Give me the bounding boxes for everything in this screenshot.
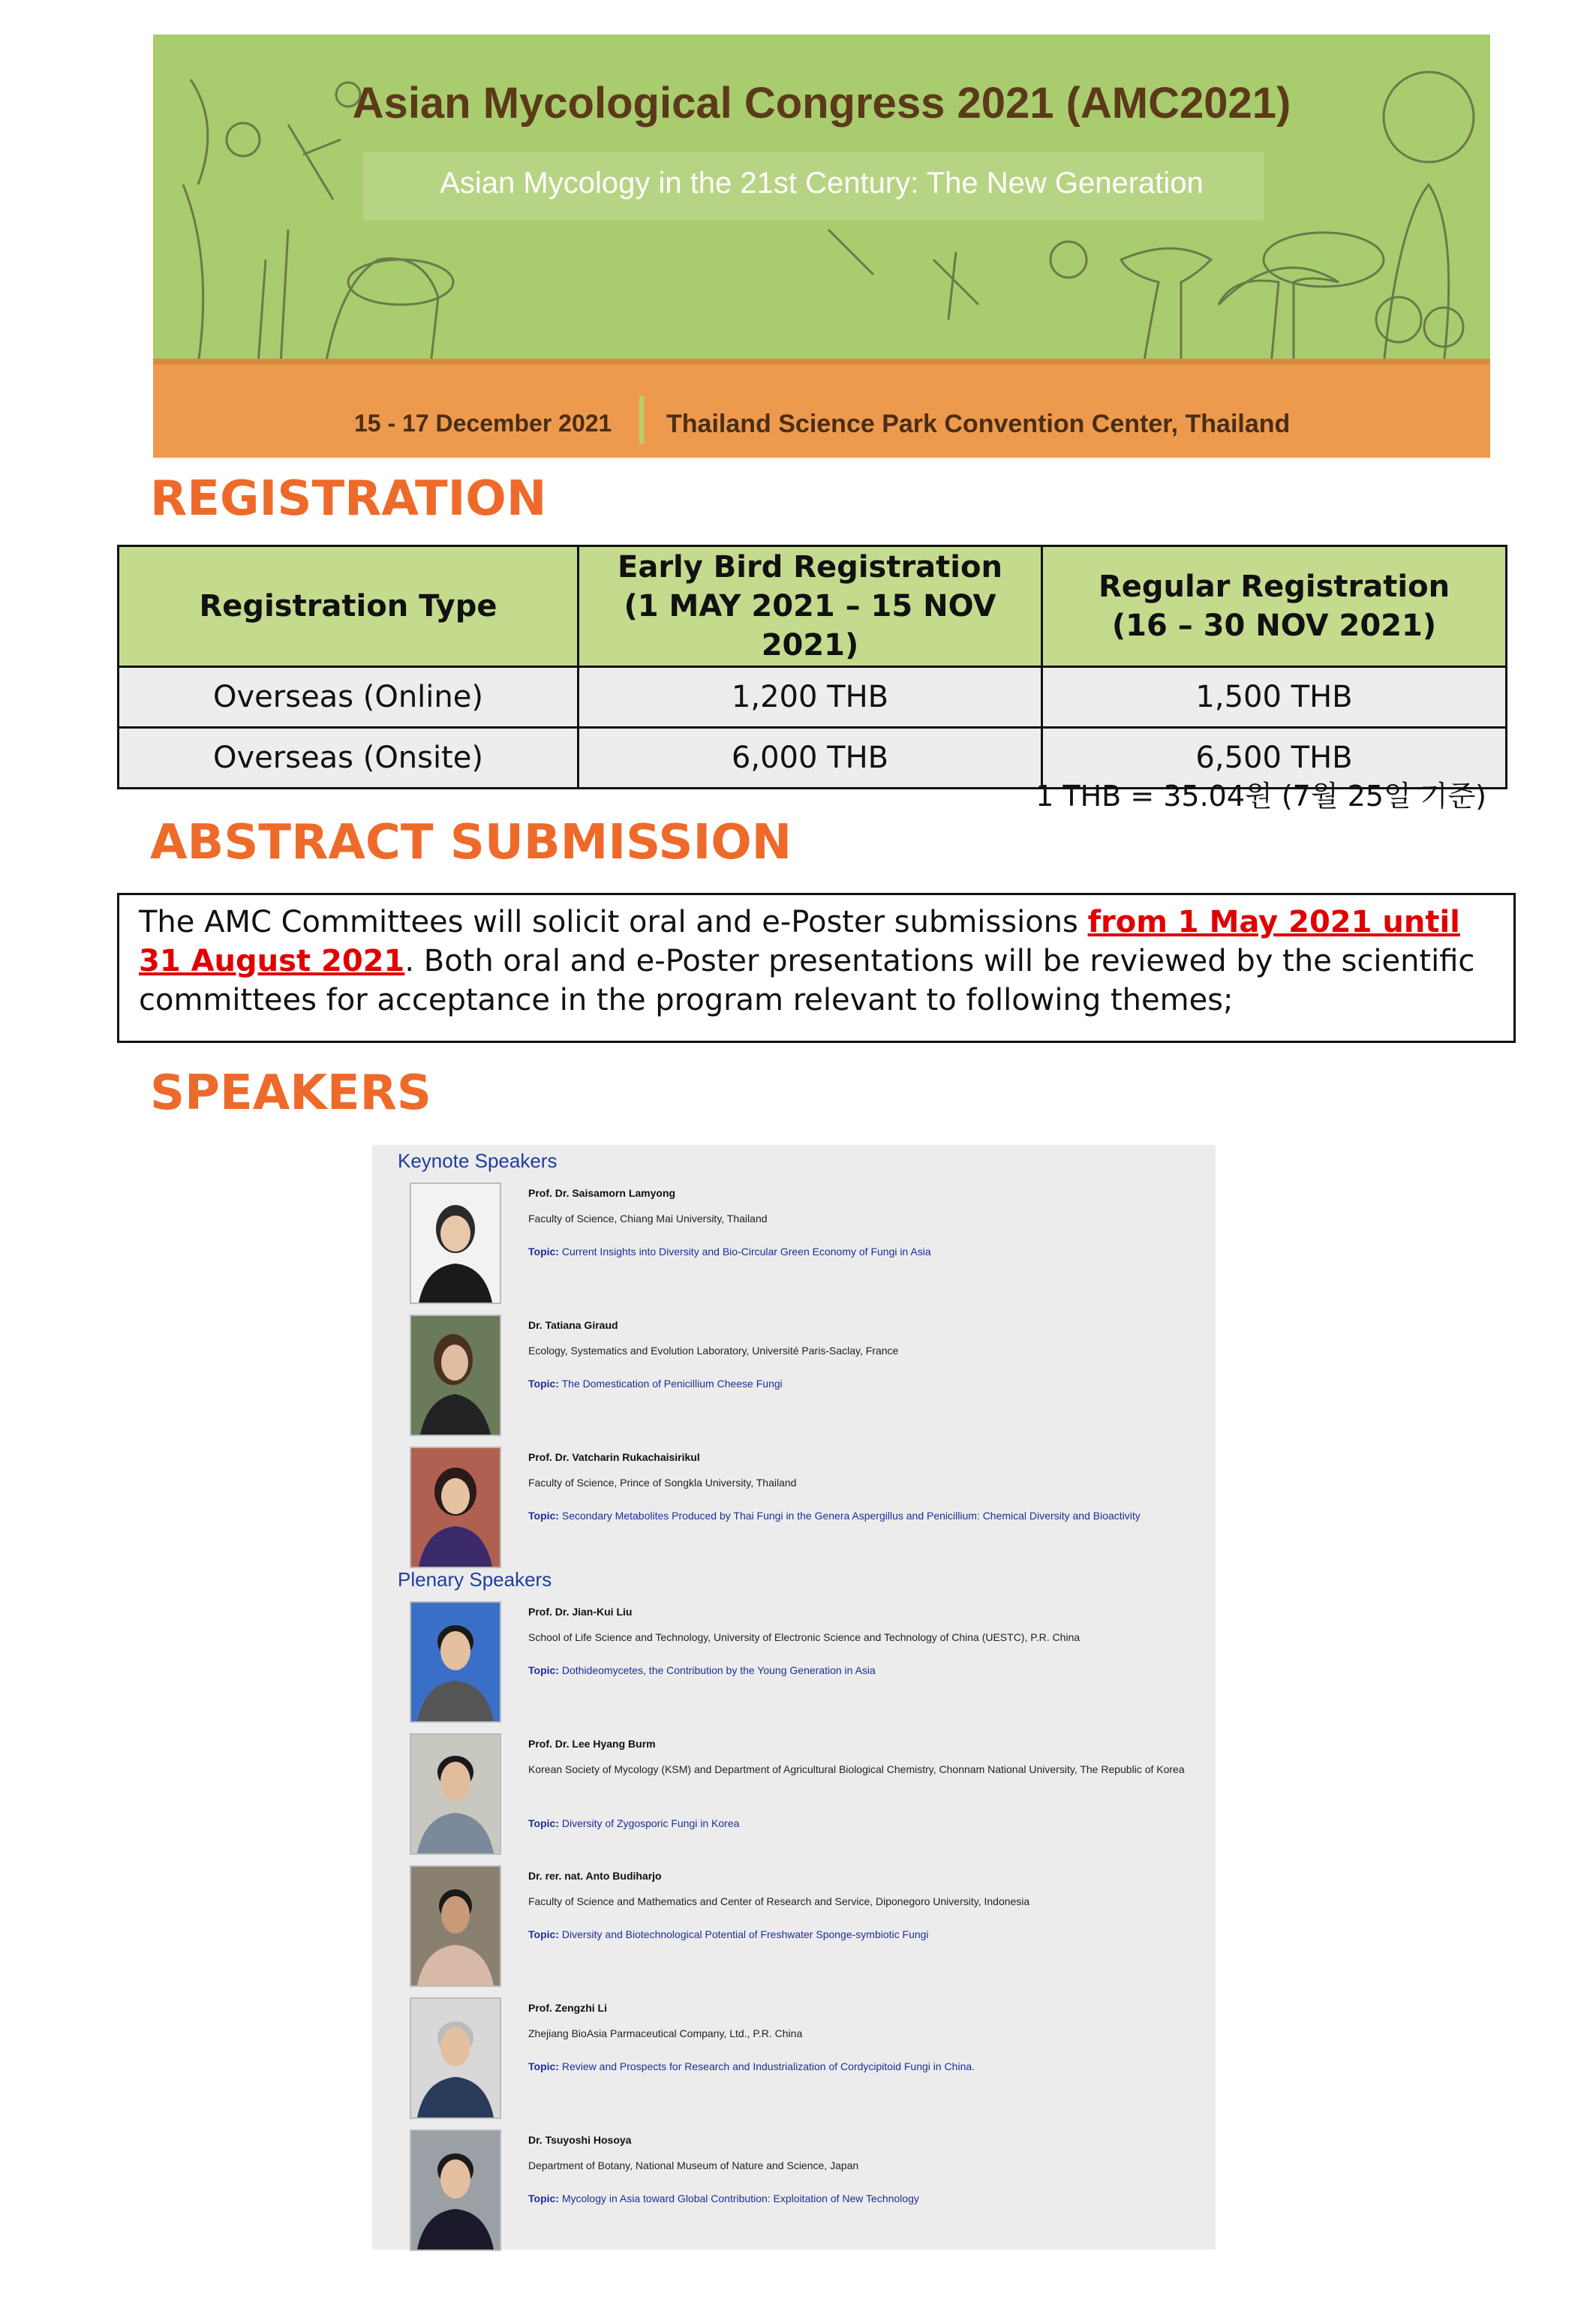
header-regular: Regular Registration (16 – 30 NOV 2021) xyxy=(1042,546,1507,667)
speaker-photo xyxy=(410,1315,501,1436)
abstract-heading: ABSTRACT SUBMISSION xyxy=(150,815,792,870)
speaker-name: Prof. Dr. Vatcharin Rukachaisirikul xyxy=(528,1451,700,1463)
speaker-photo xyxy=(410,1865,501,1987)
cell-regular: 6,500 THB xyxy=(1042,728,1507,789)
keynote-speakers-title: Keynote Speakers xyxy=(398,1149,558,1172)
speaker-affiliation: Zhejiang BioAsia Parmaceutical Company, Ltd., P.R. China xyxy=(528,2027,803,2039)
speaker-affiliation: Department of Botany, National Museum of Nature and Science, Japan xyxy=(528,2159,859,2171)
speaker-entry xyxy=(372,1733,1216,1861)
speaker-name: Prof. Dr. Jian-Kui Liu xyxy=(528,1606,633,1618)
abstract-description: The AMC Committees will solicit oral and e-Poster submissions from 1 May 2021 until 31 August 2021. Both oral and e-Poster presentations will be reviewed by the scientific committees for acceptance in the program relevant to following themes; xyxy=(117,893,1516,1043)
cell-type: Overseas (Online) xyxy=(119,667,579,728)
banner-title: Asian Mycological Congress 2021 (AMC2021) xyxy=(352,79,1291,128)
speaker-topic: Topic: Diversity and Biotechnological Potential of Freshwater Sponge-symbiotic Fungi xyxy=(528,1928,929,1940)
speaker-entry xyxy=(372,1865,1216,1993)
banner-dates: 15 - 17 December 2021 xyxy=(354,410,612,437)
table-header-row xyxy=(119,546,1507,667)
congress-banner xyxy=(153,35,1490,458)
speaker-affiliation: School of Life Science and Technology, University of Electronic Science and Technology of China (UESTC), P.R. China xyxy=(528,1631,1081,1643)
submission-period: from 1 May 2021 until 31 August 2021 xyxy=(139,905,1460,978)
speaker-name: Dr. Tsuyoshi Hosoya xyxy=(528,2134,632,2146)
cell-type: Overseas (Onsite) xyxy=(119,728,579,789)
speaker-entry xyxy=(372,2129,1216,2257)
speaker-name: Prof. Zengzhi Li xyxy=(528,2002,607,2014)
registration-table xyxy=(117,545,1507,789)
speaker-topic: Topic: Secondary Metabolites Produced by Thai Fungi in the Genera Aspergillus and Penicillium: Chemical Diversity and Bioactivity xyxy=(528,1510,1141,1522)
speaker-affiliation: Ecology, Systematics and Evolution Laboratory, Université Paris-Saclay, France xyxy=(528,1345,899,1357)
speaker-entry xyxy=(372,1601,1216,1729)
speaker-photo xyxy=(410,1183,501,1304)
header-registration-type: Registration Type xyxy=(119,546,579,667)
speaker-affiliation: Faculty of Science and Mathematics and Center of Research and Service, Diponegoro University, Indonesia xyxy=(528,1895,1030,1907)
speaker-affiliation: Korean Society of Mycology (KSM) and Department of Agricultural Biological Chemistry, Chonnam National University, The Republic of Korea xyxy=(528,1763,1185,1775)
table-row xyxy=(119,667,1507,728)
speaker-affiliation: Faculty of Science, Prince of Songkla University, Thailand xyxy=(528,1477,797,1489)
speaker-photo xyxy=(410,1447,501,1568)
speaker-photo xyxy=(410,1997,501,2119)
speaker-topic: Topic: Dothideomycetes, the Contribution by the Young Generation in Asia xyxy=(528,1664,876,1676)
plenary-speakers-title: Plenary Speakers xyxy=(398,1568,552,1591)
speaker-entry xyxy=(372,1183,1216,1310)
speaker-photo xyxy=(410,1601,501,1723)
speakers-heading: SPEAKERS xyxy=(150,1065,431,1121)
speaker-photo xyxy=(410,1733,501,1855)
speaker-photo xyxy=(410,2129,501,2251)
speaker-name: Prof. Dr. Saisamorn Lamyong xyxy=(528,1187,676,1199)
speaker-affiliation: Faculty of Science, Chiang Mai University, Thailand xyxy=(528,1213,768,1225)
speaker-topic: Topic: Current Insights into Diversity and Bio-Circular Green Economy of Fungi in Asia xyxy=(528,1246,931,1258)
speaker-topic: Topic: Diversity of Zygosporic Fungi in Korea xyxy=(528,1817,740,1829)
speaker-entry xyxy=(372,1315,1216,1442)
header-early-bird: Early Bird Registration (1 MAY 2021 – 15 NOV 2021) xyxy=(579,546,1042,667)
speaker-name: Prof. Dr. Lee Hyang Burm xyxy=(528,1738,656,1750)
speaker-entry xyxy=(372,1447,1216,1574)
speaker-entry xyxy=(372,1997,1216,2125)
exchange-rate-note: 1 THB = 35.04원 (7월 25일 기준) xyxy=(1035,780,1486,813)
banner-divider xyxy=(639,396,644,444)
speaker-name: Dr. Tatiana Giraud xyxy=(528,1319,618,1331)
banner-venue: Thailand Science Park Convention Center, Thailand xyxy=(666,410,1291,438)
registration-heading: REGISTRATION xyxy=(150,471,547,527)
speaker-topic: Topic: The Domestication of Penicillium Cheese Fungi xyxy=(528,1378,783,1390)
cell-early: 1,200 THB xyxy=(579,667,1042,728)
banner-subtitle: Asian Mycology in the 21st Century: The New Generation xyxy=(440,167,1204,200)
speaker-topic: Topic: Review and Prospects for Research and Industrialization of Cordycipitoid Fungi in China. xyxy=(528,2060,975,2072)
speaker-name: Dr. rer. nat. Anto Budiharjo xyxy=(528,1870,662,1882)
speakers-panel xyxy=(372,1145,1216,2249)
cell-regular: 1,500 THB xyxy=(1042,667,1507,728)
speaker-topic: Topic: Mycology in Asia toward Global Contribution: Exploitation of New Technology xyxy=(528,2192,919,2204)
cell-early: 6,000 THB xyxy=(579,728,1042,789)
